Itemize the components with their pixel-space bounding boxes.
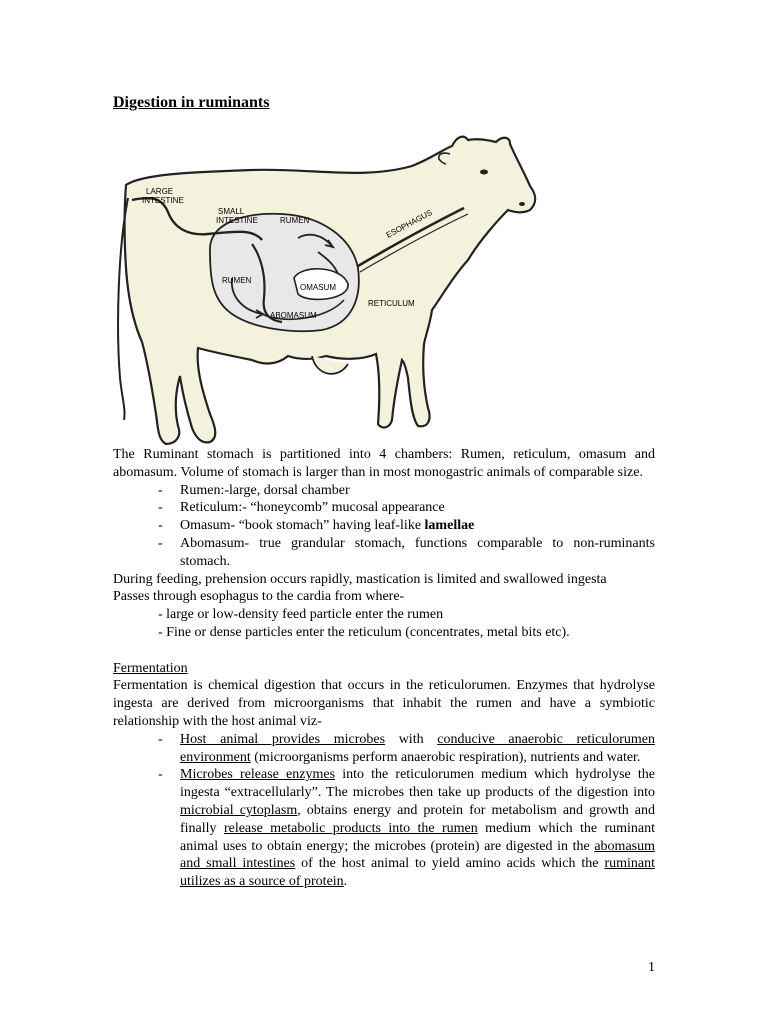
text-segment: medium which the ruminant animal uses to obtain energy; the microbes (protein) are digested in the (180, 820, 656, 854)
text-segment: into the reticulorumen medium which hydrolyse the ingesta “extracellularly”. The microbes then take up products of the digestion into (180, 767, 655, 801)
list-dash: - (158, 482, 163, 498)
list-dash: - (158, 500, 163, 516)
chamber-list (113, 482, 655, 571)
list-dash: - (158, 731, 163, 747)
text-segment: of the host animal to yield amino acids which the (295, 856, 605, 872)
label-small-intestine-2: INTESTINE (216, 216, 258, 225)
text-segment: Host animal provides microbes (180, 731, 386, 747)
list-dash: - (158, 518, 163, 534)
intro-paragraph: The Ruminant stomach is partitioned into 4 chambers: Rumen, reticulum, omasum and abomasum. Volume of stomach is larger than in most monogastric animals of comparable size. (113, 447, 655, 480)
feeding-line-2: Passes through esophagus to the cardia from where- (113, 589, 405, 605)
feeding-line-1: During feeding, prehension occurs rapidly, mastication is limited and swallowed ingesta (113, 571, 607, 587)
cow-digestive-system-diagram (112, 128, 542, 448)
list-item (113, 517, 655, 535)
route-reticulum: - Fine or dense particles enter the reticulum (concentrates, metal bits etc). (158, 624, 570, 640)
fermentation-list (113, 731, 655, 891)
label-large-intestine-1: LARGE (146, 187, 174, 196)
label-large-intestine-2: INTESTINE (142, 196, 184, 205)
page-number: 1 (648, 960, 655, 975)
cow-eye (480, 170, 488, 175)
body-text (113, 446, 655, 891)
chamber-rumen: Rumen:-large, dorsal chamber (180, 482, 350, 498)
chamber-omasum: Omasum- “book stomach” having leaf-like (180, 518, 425, 534)
chamber-abomasum: Abomasum- true grandular stomach, functions comparable to non-ruminants stomach. (180, 535, 655, 569)
chamber-reticulum: Reticulum:- “honeycomb” mucosal appearance (180, 500, 445, 516)
label-small-intestine-1: SMALL (218, 207, 245, 216)
fermentation-heading: Fermentation (113, 660, 188, 676)
text-segment: ruminant utilizes as a source of protein (180, 856, 655, 890)
text-segment: with (385, 731, 438, 747)
text-segment: release metabolic products into the rumen (223, 820, 478, 836)
label-abomasum: ABOMASUM (270, 311, 317, 320)
text-segment: conducive anaerobic reticulorumen environment (180, 731, 656, 765)
text-segment: , obtains energy and protein for metabolism and growth and finally (180, 802, 655, 836)
document-title: Digestion in ruminants (113, 94, 270, 111)
text-segment: microbial cytoplasm (180, 802, 298, 818)
list-item (113, 535, 655, 571)
text-segment: abomasum and small intestines (180, 838, 655, 872)
cow-nostril (519, 202, 525, 206)
list-item (113, 482, 655, 500)
list-item (113, 731, 655, 767)
route-rumen: - large or low-density feed particle enter the rumen (158, 607, 444, 623)
label-rumen-top: RUMEN (280, 216, 310, 225)
list-dash: - (158, 535, 163, 551)
list-item (113, 499, 655, 517)
label-esophagus: ESOPHAGUS (384, 208, 434, 240)
label-rumen-left: RUMEN (222, 276, 252, 285)
fermentation-paragraph: Fermentation is chemical digestion that occurs in the reticulorumen. Enzymes that hydrolyse ingesta are derived from microorganisms that inhabit the rumen and have a symbiotic relationship with the host animal viz- (113, 678, 655, 729)
list-dash: - (158, 767, 163, 783)
label-reticulum: RETICULUM (368, 299, 415, 308)
text-segment: (microorganisms perform anaerobic respiration), nutrients and water. (250, 749, 641, 765)
text-segment: Microbes release enzymes (180, 767, 336, 783)
list-item (113, 766, 655, 891)
text-segment: . (343, 874, 348, 890)
label-omasum: OMASUM (300, 283, 336, 292)
chamber-omasum-bold: lamellae (424, 518, 475, 534)
